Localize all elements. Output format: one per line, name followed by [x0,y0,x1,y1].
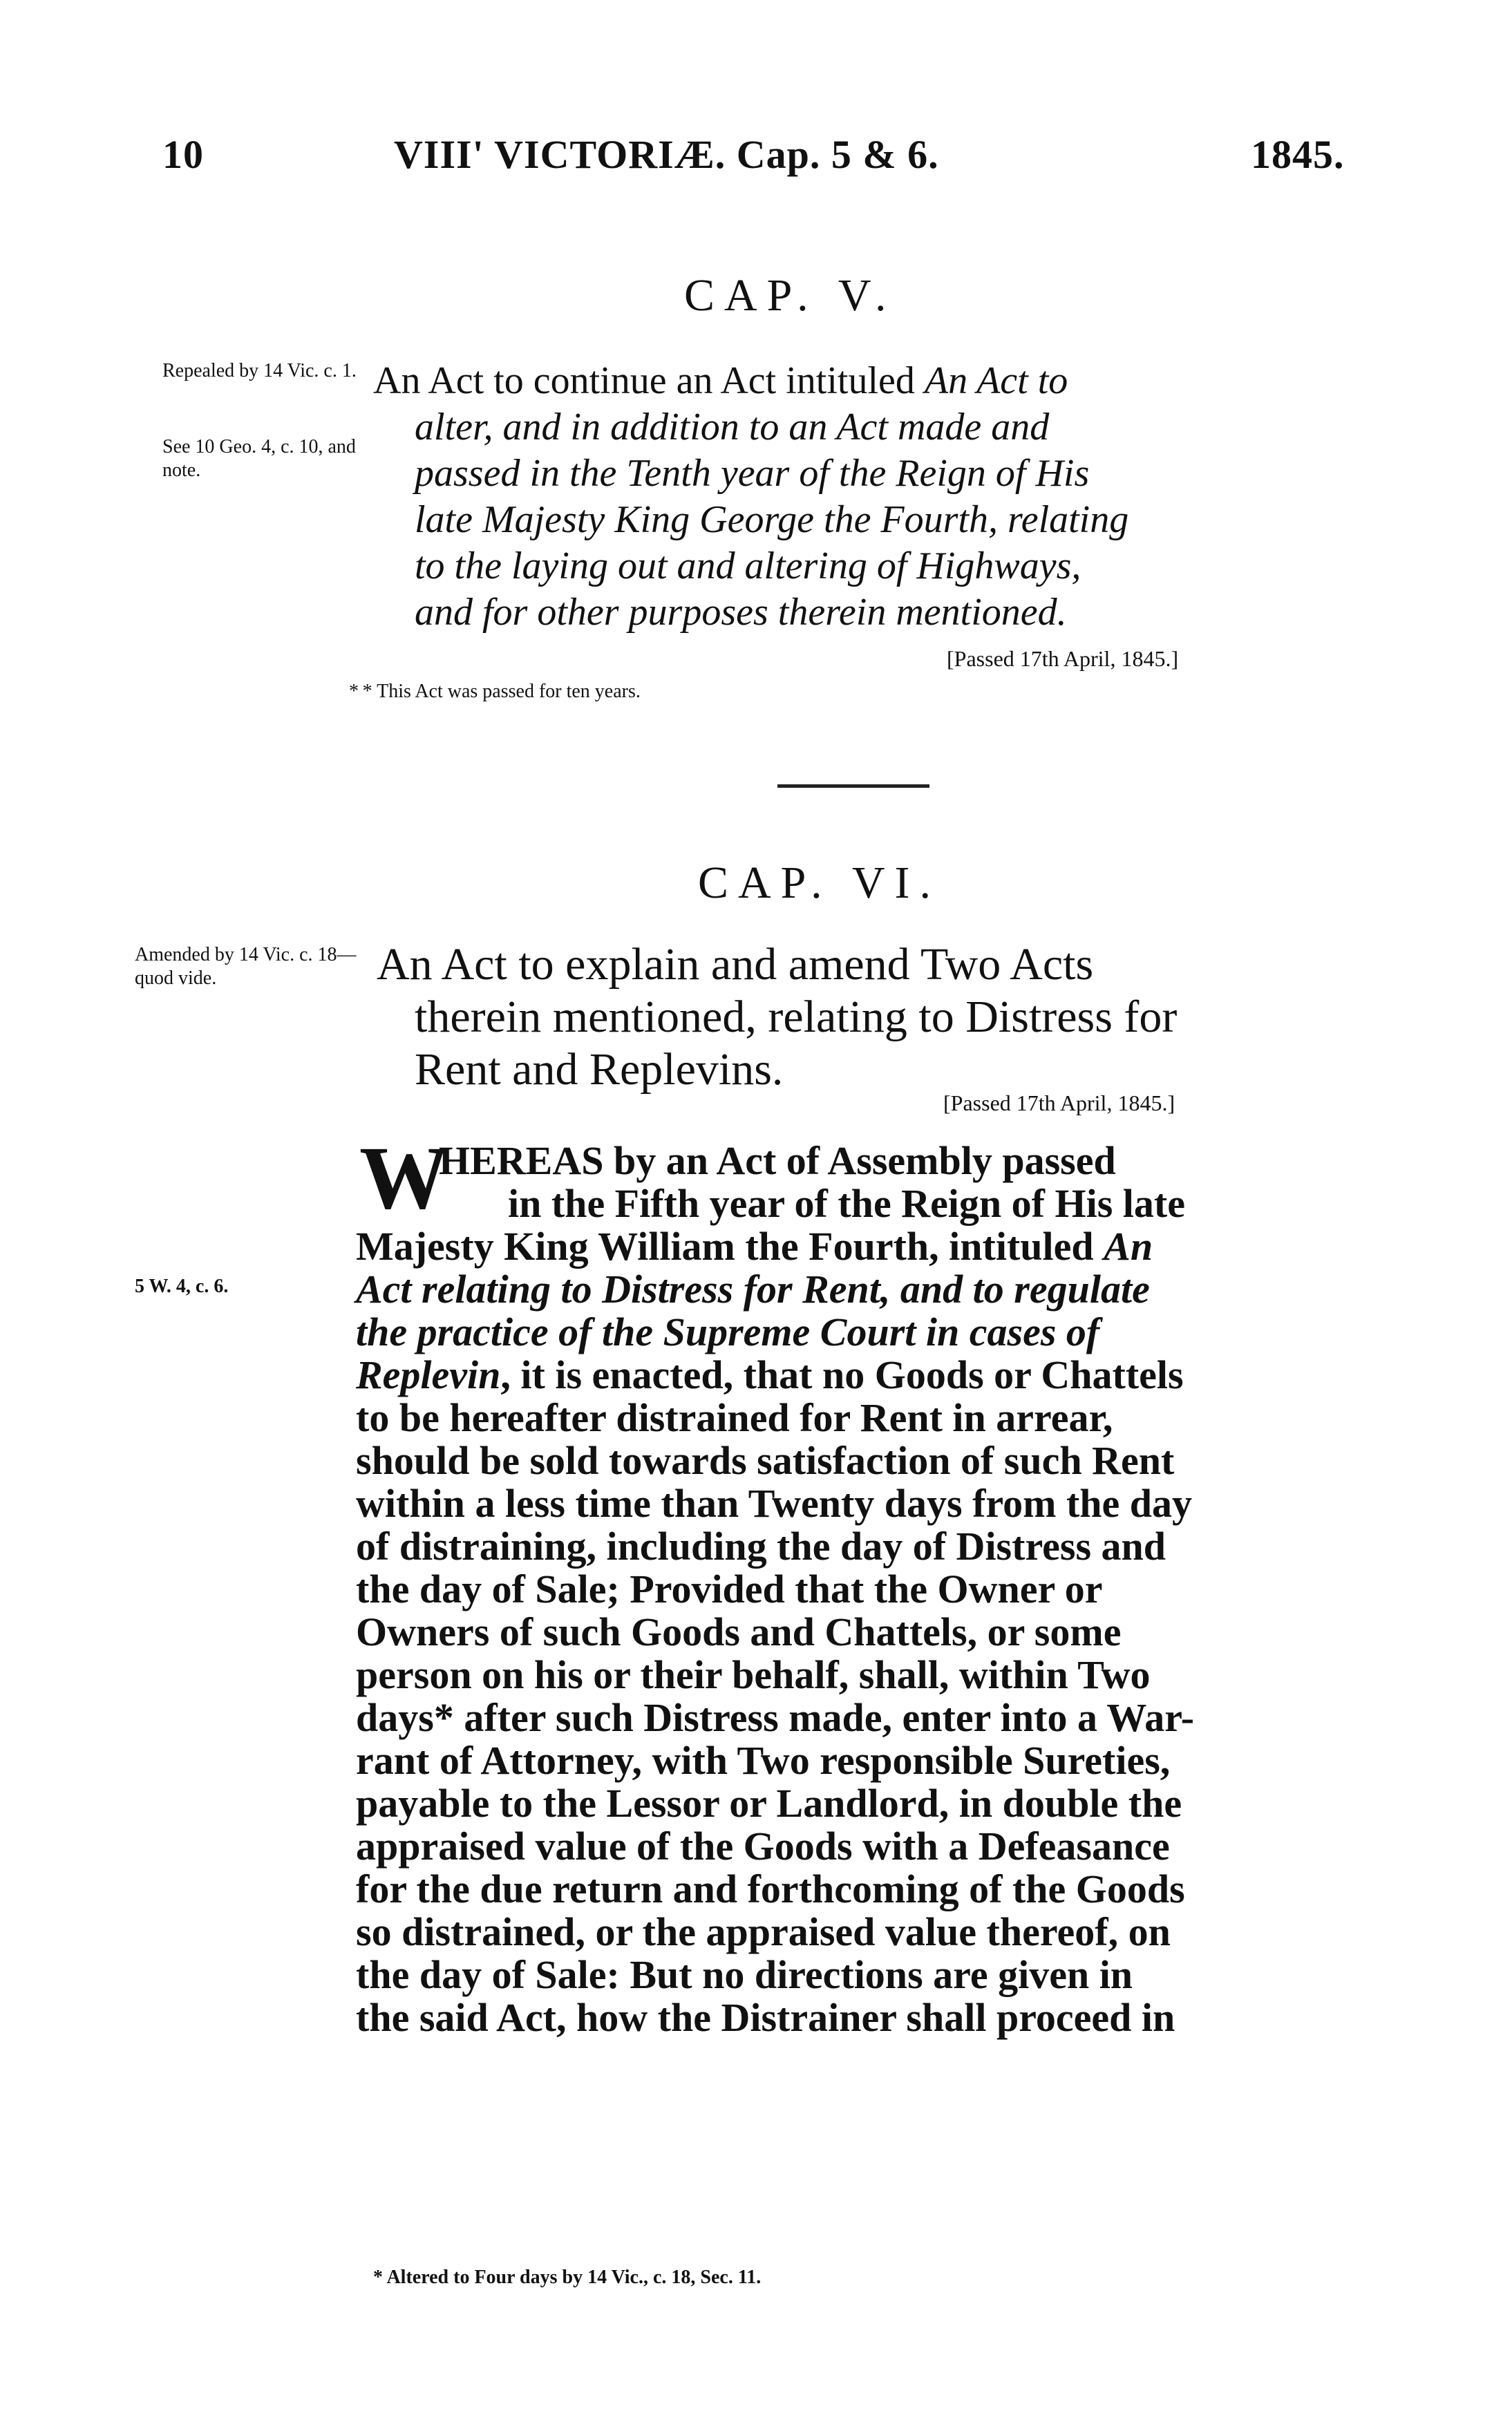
cap6-body-roman: appraised value of the Goods with a Defeasance [356,1824,1170,1869]
cap6-body-line [356,1740,1170,1781]
cap6-body-italic: Act relating to Distress for Rent, and to regulate [356,1267,1150,1312]
cap6-title-line: An Act to explain and amend Two Acts [377,939,1094,990]
cap6-body-roman: Owners of such Goods and Chattels, or some [356,1609,1122,1654]
cap6-body-roman: the day of Sale; Provided that the Owner or [356,1567,1103,1611]
cap5-title-line-italic: passed in the Tenth year of the Reign of His [415,452,1090,495]
cap6-body-roman: payable to the Lessor or Landlord, in double the [356,1781,1182,1826]
cap6-body-roman: should be sold towards satisfaction of such Rent [356,1438,1175,1483]
cap5-title-line [415,545,1081,587]
cap5-title-line-italic: An Act to [924,359,1068,402]
section-divider [777,784,929,788]
cap5-title-line [415,452,1089,495]
cap6-body-roman: to be hereafter distrained for Rent in arrear, [356,1395,1113,1440]
cap5-title-line-italic: to the laying out and altering of Highways, [415,545,1081,587]
cap5-margin-note-repealed: Repealed by 14 Vic. c. 1. [162,360,357,381]
cap6-body-line [356,1569,1102,1610]
drop-cap: W [359,1128,449,1228]
cap6-body-italic: Replevin [356,1352,501,1397]
cap6-body-line [356,1312,1099,1353]
cap6-body-line [356,1826,1170,1867]
cap6-passed-date: [Passed 17th April, 1845.] [943,1090,1175,1115]
cap6-body-italic: the practice of the Supreme Court in cases of [356,1310,1100,1354]
cap6-body-line [356,1911,1171,1953]
cap6-body-line [356,1866,1185,1911]
cap6-margin-note-amended: Amended by 14 Vic. c. 18—quod vide. [135,944,357,989]
cap6-body-line [356,1954,1133,1996]
cap6-body-roman: in the Fifth year of the Reign of His late [508,1181,1185,1226]
cap6-body-roman: of distraining, including the day of Distress and [356,1524,1166,1569]
cap6-body-line [356,1440,1174,1482]
cap5-title-line-italic: alter, and in addition to an Act made and [415,406,1050,448]
cap6-body-roman: for the due return and forthcoming of the Goods [356,1866,1185,1911]
cap6-title-line: Rent and Replevins. [415,1044,784,1095]
cap5-title-line-roman: An Act to continue an Act intituled [373,359,925,402]
cap6-body-line [356,1354,1184,1396]
cap6-body-roman: days* after such Distress made, enter into a War- [356,1695,1195,1740]
cap6-body-roman: , it is enacted, that no Goods or Chattels [500,1352,1184,1397]
footnote: * Altered to Four days by 14 Vic., c. 18, Sec. 11. [373,2267,762,2288]
cap6-body-roman: the day of Sale: But no directions are given in [356,1952,1133,1997]
cap6-body-line [356,1397,1113,1439]
cap6-heading: CAP. VI. [698,858,941,908]
cap6-body-line [356,1697,1194,1739]
cap6-body-roman: rant of Attorney, with Two responsible Sureties, [356,1738,1171,1783]
cap6-body-line [356,1483,1192,1524]
cap5-title-line [415,498,1128,541]
cap6-body-line [356,1226,1153,1267]
cap5-title-line-italic: and for other purposes therein mentioned. [415,591,1067,634]
cap6-margin-note-statute: 5 W. 4, c. 6. [135,1276,229,1297]
cap6-body-line [439,1140,1116,1182]
page-number: 10 [162,132,204,177]
cap5-title-line [373,359,1068,402]
cap6-body-line [356,1526,1166,1567]
cap6-body-roman: so distrained, or the appraised value thereof, on [356,1909,1171,1954]
cap5-title-line [415,406,1049,448]
cap5-heading: CAP. V. [684,270,896,321]
cap6-body-line [356,1654,1151,1696]
cap6-body-line [508,1183,1185,1225]
cap5-title-line [415,591,1067,634]
cap6-body-roman: within a less time than Twenty days from the day [356,1481,1193,1526]
cap6-body-line [356,1611,1121,1653]
cap5-title-line-italic: late Majesty King George the Fourth, relating [415,498,1129,541]
cap6-body-italic: An [1104,1224,1153,1269]
cap6-title-line: therein mentioned, relating to Distress for [415,992,1178,1042]
cap6-body-roman: Majesty King William the Fourth, intituled [356,1224,1104,1269]
cap6-body-roman: HEREAS by an Act of Assembly passed [439,1138,1116,1183]
cap5-passed-date: [Passed 17th April, 1845.] [947,646,1179,671]
cap6-body-line [356,1783,1182,1824]
cap6-body-roman: the said Act, how the Distrainer shall proceed in [356,1995,1175,2040]
running-title: VIII' VICTORIÆ. Cap. 5 & 6. [394,132,939,177]
running-year: 1845. [1251,132,1345,177]
cap5-margin-note-see: See 10 Geo. 4, c. 10, and note. [162,436,356,481]
cap6-body-roman: person on his or their behalf, shall, within Two [356,1652,1151,1697]
cap6-body-line [356,1997,1175,2039]
cap5-note: * * This Act was passed for ten years. [349,681,641,702]
cap6-body-line [356,1269,1150,1310]
